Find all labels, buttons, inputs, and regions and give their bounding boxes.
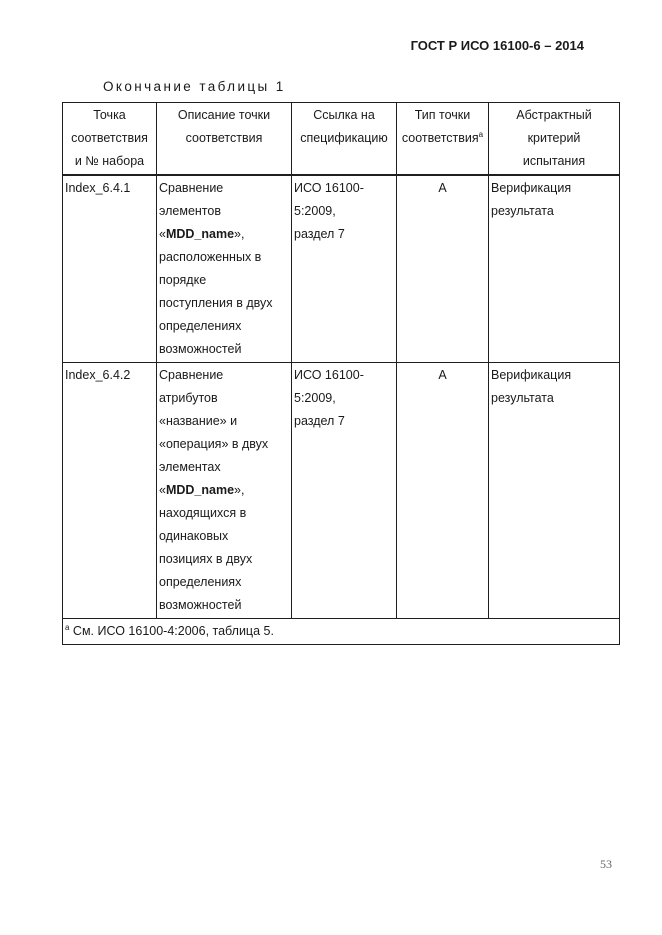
col-header-point: Точка соответствия и № набора <box>63 103 157 176</box>
cell-point-id: Index_6.4.1 <box>63 175 157 363</box>
col-header-criterion: Абстрактный критерий испытания <box>489 103 620 176</box>
table-row <box>63 175 620 363</box>
cell-description: Сравнение атрибутов «название» и «операция» в двух элементах «MDD_name», находящихся в одинаковых позициях в двух определениях возможностей <box>157 363 292 619</box>
footnote-row <box>63 619 620 645</box>
page-number: 53 <box>600 857 612 871</box>
cell-type: A <box>397 175 489 363</box>
col-header-type: Тип точки соответствия$^a$ <box>397 103 489 176</box>
cell-description: Сравнение элементов «MDD_name», расположенных в порядке поступления в двух определениях возможностей <box>157 175 292 363</box>
cell-criterion: Верификация результата <box>489 363 620 619</box>
conformance-table <box>62 102 620 645</box>
cell-point-id: Index_6.4.2 <box>63 363 157 619</box>
table-row <box>63 363 620 619</box>
cell-criterion: Верификация результата <box>489 175 620 363</box>
footnote-marker: a <box>478 129 484 139</box>
col-header-reference: Ссылка на спецификацию <box>292 103 397 176</box>
cell-reference: ИСО 16100- 5:2009, раздел 7 <box>292 363 397 619</box>
col-header-description: Описание точки соответствия <box>157 103 292 176</box>
table-caption: Окончание таблицы 1 <box>103 79 286 94</box>
cell-reference: ИСО 16100- 5:2009, раздел 7 <box>292 175 397 363</box>
table-footnote: $^a$ См. ИСО 16100-4:2006, таблица 5. <box>63 619 620 645</box>
table-header-row <box>63 103 620 176</box>
cell-type: A <box>397 363 489 619</box>
standard-header: ГОСТ Р ИСО 16100-6 – 2014 <box>410 38 584 53</box>
